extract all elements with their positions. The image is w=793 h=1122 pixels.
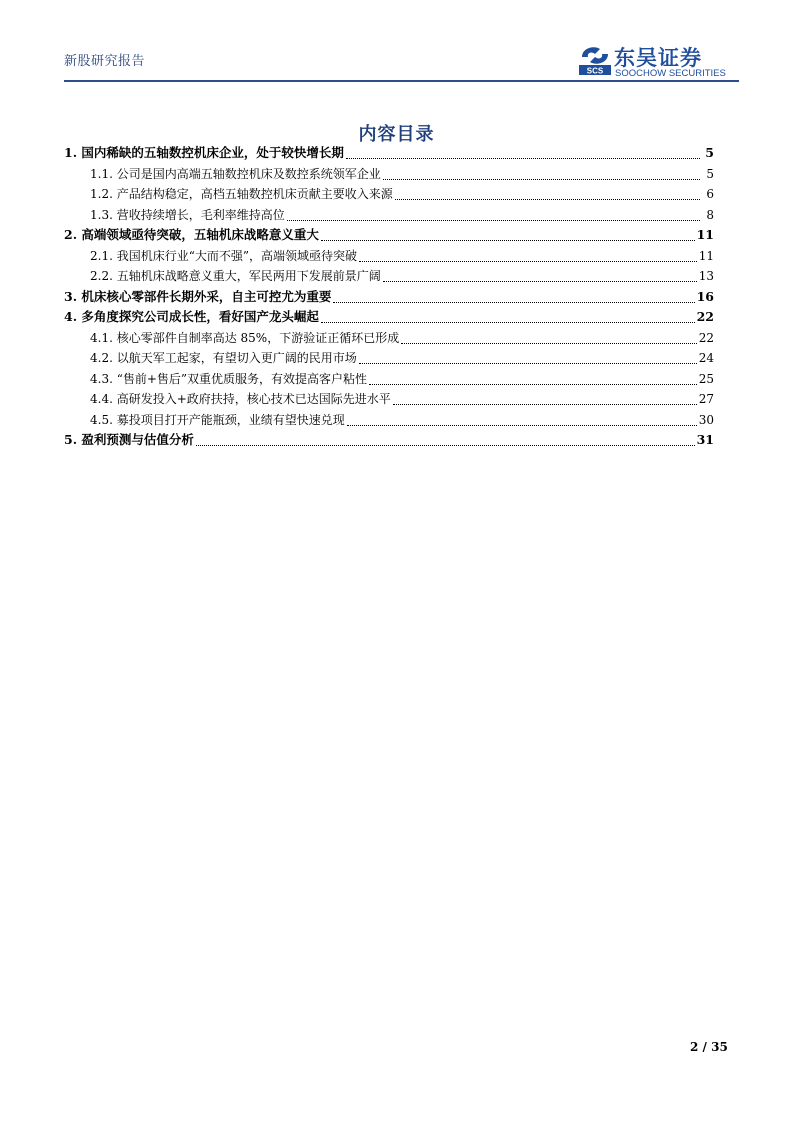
logo-english-name: SOOCHOW SECURITIES: [615, 68, 726, 79]
toc-entry-title: 4.5. 募投项目打开产能瓶颈，业绩有望快速兑现: [90, 412, 345, 427]
toc-entry-title: 4.1. 核心零部件自制率高达 85%，下游验证正循环已形成: [90, 330, 400, 345]
company-logo: [578, 44, 738, 82]
toc-entry-page: 25: [698, 371, 714, 386]
toc-dot-leader: [369, 383, 697, 385]
toc-section-entry[interactable]: [64, 348, 714, 369]
toc-entry-page: 5: [706, 166, 714, 181]
toc-entry-page: 30: [698, 412, 714, 427]
toc-entry-title: 2. 高端领域亟待突破，五轴机床战略意义重大: [64, 227, 319, 242]
toc-entry-title: 5. 盈利预测与估值分析: [64, 432, 194, 447]
toc-entry-title: 1.3. 营收持续增长，毛利率维持高位: [90, 207, 285, 222]
toc-dot-leader: [287, 219, 700, 221]
toc-entry-title: 3. 机床核心零部件长期外采，自主可控尤为重要: [64, 288, 332, 304]
toc-entry-title: 2.1. 我国机床行业“大而不强”，高端领域亟待突破: [90, 248, 357, 263]
toc-entry-title: 4.3. “售前+售后”双重优质服务，有效提高客户粘性: [90, 371, 368, 386]
toc-dot-leader: [395, 198, 700, 200]
toc-entry-page: 8: [706, 207, 714, 222]
toc-entry-page: 5: [705, 145, 714, 160]
toc-entry-title: 4.2. 以航天军工起家，有望切入更广阔的民用市场: [90, 351, 357, 365]
toc-chapter-entry[interactable]: [64, 143, 714, 164]
toc-dot-leader: [196, 444, 695, 446]
toc-section-entry[interactable]: [64, 266, 714, 287]
toc-section-entry[interactable]: [64, 205, 714, 226]
toc-dot-leader: [347, 424, 697, 426]
report-type-label: 新股研究报告: [64, 54, 146, 69]
toc-dot-leader: [346, 157, 700, 159]
toc-section-entry[interactable]: [64, 389, 714, 410]
toc-entry-page: 13: [698, 269, 714, 283]
toc-section-entry[interactable]: [64, 410, 714, 431]
toc-section-entry[interactable]: [64, 369, 714, 390]
toc-section-entry[interactable]: [64, 164, 714, 185]
toc-chapter-entry[interactable]: [64, 307, 714, 328]
toc-entry-title: 4.4. 高研发投入+政府扶持，核心技术已达国际先进水平: [90, 392, 391, 406]
toc-dot-leader: [333, 301, 694, 303]
toc-entry-title: 4. 多角度探究公司成长性，看好国产龙头崛起: [64, 309, 319, 324]
toc-chapter-entry[interactable]: [64, 430, 714, 451]
toc-entry-page: 24: [698, 351, 714, 365]
table-of-contents: [64, 143, 714, 451]
toc-entry-page: 31: [696, 432, 714, 447]
page-number: 2 / 35: [690, 1040, 728, 1054]
toc-entry-title: 1.1. 公司是国内高端五轴数控机床及数控系统领军企业: [90, 166, 381, 181]
toc-entry-page: 22: [698, 330, 714, 345]
toc-entry-page: 22: [696, 309, 714, 324]
toc-dot-leader: [383, 280, 697, 282]
toc-chapter-entry[interactable]: [64, 287, 714, 308]
toc-dot-leader: [383, 178, 700, 180]
toc-dot-leader: [321, 239, 695, 241]
toc-dot-leader: [359, 260, 697, 262]
toc-chapter-entry[interactable]: [64, 225, 714, 246]
toc-entry-page: 11: [696, 227, 714, 242]
toc-entry-title: 1. 国内稀缺的五轴数控机床企业，处于较快增长期: [64, 145, 344, 160]
toc-entry-page: 6: [706, 187, 714, 201]
toc-dot-leader: [393, 403, 697, 405]
header-divider: [64, 80, 739, 82]
logo-mark-text: SCS: [586, 66, 604, 76]
toc-entry-title: 1.2. 产品结构稳定，高档五轴数控机床贡献主要收入来源: [90, 187, 393, 201]
logo-chinese-name: 东吴证券: [614, 46, 702, 70]
toc-section-entry[interactable]: [64, 184, 714, 205]
toc-entry-page: 11: [698, 248, 714, 263]
toc-entry-page: 27: [698, 392, 714, 406]
toc-dot-leader: [359, 362, 697, 364]
toc-entry-title: 2.2. 五轴机床战略意义重大，军民两用下发展前景广阔: [90, 269, 381, 283]
toc-entry-page: 16: [696, 288, 714, 304]
toc-dot-leader: [321, 321, 695, 323]
toc-title: 内容目录: [358, 124, 435, 145]
toc-section-entry[interactable]: [64, 328, 714, 349]
soochow-logo-icon: [578, 44, 612, 76]
toc-section-entry[interactable]: [64, 246, 714, 267]
toc-dot-leader: [401, 342, 697, 344]
